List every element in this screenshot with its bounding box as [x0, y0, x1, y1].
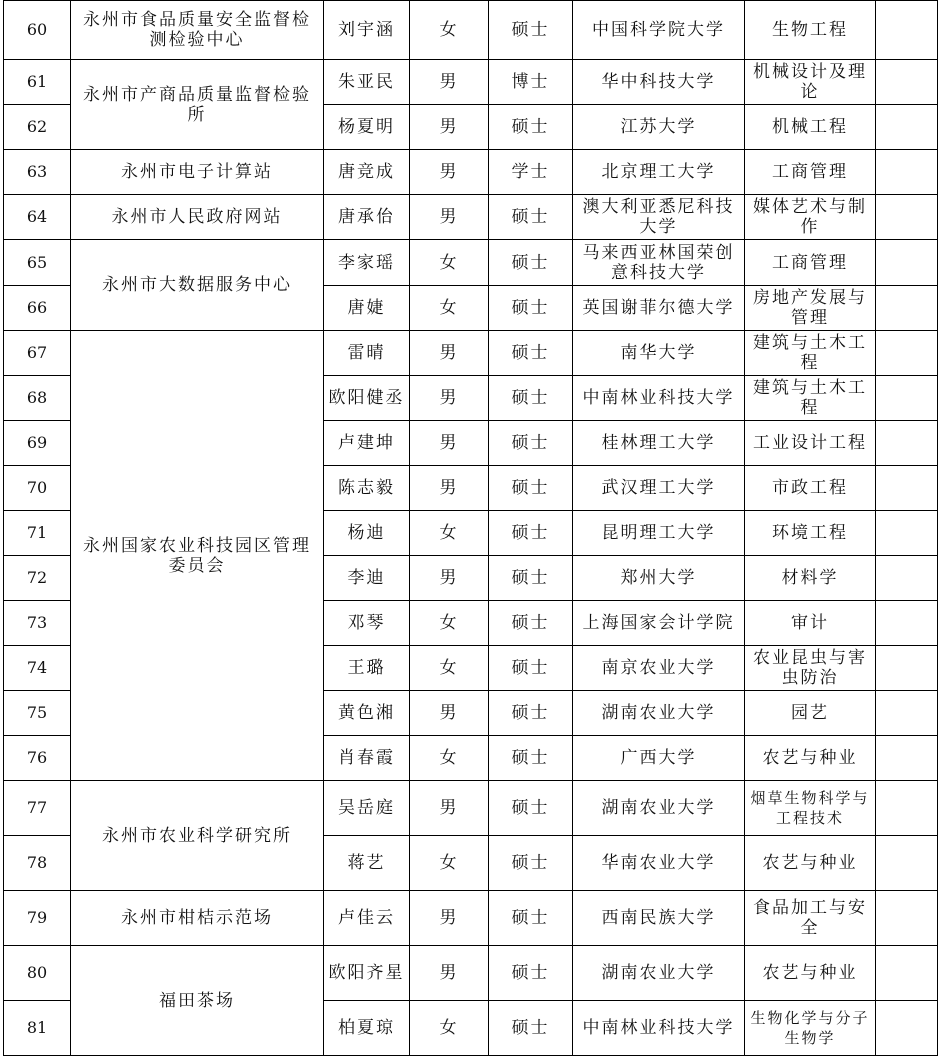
major-cell: 工商管理 — [745, 150, 876, 195]
major-cell: 房地产发展与管理 — [745, 286, 876, 331]
name-cell: 欧阳齐星 — [324, 946, 410, 1001]
degree-cell: 硕士 — [489, 891, 573, 946]
gender-cell: 女 — [410, 1, 489, 60]
gender-cell: 男 — [410, 421, 489, 466]
name-cell: 卢建坤 — [324, 421, 410, 466]
degree-cell: 硕士 — [489, 691, 573, 736]
name-cell: 杨迪 — [324, 511, 410, 556]
unit-cell: 永州市农业科学研究所 — [71, 781, 324, 891]
major-cell: 食品加工与安全 — [745, 891, 876, 946]
major-cell: 环境工程 — [745, 511, 876, 556]
name-cell: 王璐 — [324, 646, 410, 691]
major-cell: 生物化学与分子生物学 — [745, 1001, 876, 1056]
row-number: 69 — [4, 421, 71, 466]
name-cell: 肖春霞 — [324, 736, 410, 781]
school-cell: 中南林业科技大学 — [573, 376, 745, 421]
gender-cell: 女 — [410, 646, 489, 691]
unit-cell: 永州市柑桔示范场 — [71, 891, 324, 946]
name-cell: 欧阳健丞 — [324, 376, 410, 421]
school-cell: 中南林业科技大学 — [573, 1001, 745, 1056]
row-number: 78 — [4, 836, 71, 891]
gender-cell: 女 — [410, 240, 489, 286]
extra-cell — [876, 891, 938, 946]
gender-cell: 男 — [410, 891, 489, 946]
degree-cell: 硕士 — [489, 781, 573, 836]
extra-cell — [876, 691, 938, 736]
row-number: 73 — [4, 601, 71, 646]
school-cell: 昆明理工大学 — [573, 511, 745, 556]
degree-cell: 硕士 — [489, 736, 573, 781]
extra-cell — [876, 195, 938, 240]
row-number: 79 — [4, 891, 71, 946]
extra-cell — [876, 150, 938, 195]
major-cell: 生物工程 — [745, 1, 876, 60]
name-cell: 刘宇涵 — [324, 1, 410, 60]
gender-cell: 女 — [410, 511, 489, 556]
table-row — [4, 60, 938, 105]
extra-cell — [876, 376, 938, 421]
degree-cell: 硕士 — [489, 105, 573, 150]
extra-cell — [876, 240, 938, 286]
row-number: 80 — [4, 946, 71, 1001]
major-cell: 市政工程 — [745, 466, 876, 511]
extra-cell — [876, 1, 938, 60]
row-number: 61 — [4, 60, 71, 105]
school-cell: 西南民族大学 — [573, 891, 745, 946]
school-cell: 澳大利亚悉尼科技大学 — [573, 195, 745, 240]
degree-cell: 硕士 — [489, 240, 573, 286]
name-cell: 雷晴 — [324, 331, 410, 376]
unit-cell: 永州国家农业科技园区管理委员会 — [71, 331, 324, 781]
major-cell: 建筑与土木工程 — [745, 376, 876, 421]
gender-cell: 女 — [410, 601, 489, 646]
degree-cell: 硕士 — [489, 946, 573, 1001]
gender-cell: 男 — [410, 781, 489, 836]
name-cell: 唐竞成 — [324, 150, 410, 195]
extra-cell — [876, 601, 938, 646]
major-cell: 材料学 — [745, 556, 876, 601]
school-cell: 华南农业大学 — [573, 836, 745, 891]
degree-cell: 学士 — [489, 150, 573, 195]
row-number: 64 — [4, 195, 71, 240]
name-cell: 唐婕 — [324, 286, 410, 331]
school-cell: 上海国家会计学院 — [573, 601, 745, 646]
row-number: 81 — [4, 1001, 71, 1056]
major-cell: 农艺与种业 — [745, 836, 876, 891]
unit-cell: 永州市大数据服务中心 — [71, 240, 324, 331]
gender-cell: 女 — [410, 836, 489, 891]
gender-cell: 男 — [410, 376, 489, 421]
gender-cell: 男 — [410, 691, 489, 736]
major-cell: 农业昆虫与害虫防治 — [745, 646, 876, 691]
degree-cell: 硕士 — [489, 556, 573, 601]
extra-cell — [876, 286, 938, 331]
name-cell: 邓琴 — [324, 601, 410, 646]
row-number: 76 — [4, 736, 71, 781]
gender-cell: 男 — [410, 556, 489, 601]
school-cell: 华中科技大学 — [573, 60, 745, 105]
extra-cell — [876, 60, 938, 105]
school-cell: 南京农业大学 — [573, 646, 745, 691]
degree-cell: 硕士 — [489, 836, 573, 891]
major-cell: 工商管理 — [745, 240, 876, 286]
row-number: 68 — [4, 376, 71, 421]
school-cell: 马来西亚林国荣创意科技大学 — [573, 240, 745, 286]
extra-cell — [876, 946, 938, 1001]
row-number: 77 — [4, 781, 71, 836]
name-cell: 唐承佁 — [324, 195, 410, 240]
row-number: 72 — [4, 556, 71, 601]
school-cell: 桂林理工大学 — [573, 421, 745, 466]
school-cell: 英国谢菲尔德大学 — [573, 286, 745, 331]
name-cell: 柏夏琼 — [324, 1001, 410, 1056]
extra-cell — [876, 421, 938, 466]
degree-cell: 硕士 — [489, 286, 573, 331]
major-cell: 机械设计及理论 — [745, 60, 876, 105]
extra-cell — [876, 556, 938, 601]
major-cell: 烟草生物科学与工程技术 — [745, 781, 876, 836]
row-number: 66 — [4, 286, 71, 331]
degree-cell: 硕士 — [489, 1001, 573, 1056]
table-row — [4, 331, 938, 376]
name-cell: 陈志毅 — [324, 466, 410, 511]
gender-cell: 男 — [410, 946, 489, 1001]
unit-cell: 福田茶场 — [71, 946, 324, 1056]
name-cell: 卢佳云 — [324, 891, 410, 946]
school-cell: 广西大学 — [573, 736, 745, 781]
degree-cell: 硕士 — [489, 601, 573, 646]
name-cell: 朱亚民 — [324, 60, 410, 105]
school-cell: 湖南农业大学 — [573, 946, 745, 1001]
major-cell: 机械工程 — [745, 105, 876, 150]
major-cell: 工业设计工程 — [745, 421, 876, 466]
table-row — [4, 891, 938, 946]
school-cell: 武汉理工大学 — [573, 466, 745, 511]
school-cell: 江苏大学 — [573, 105, 745, 150]
row-number: 71 — [4, 511, 71, 556]
row-number: 65 — [4, 240, 71, 286]
degree-cell: 硕士 — [489, 331, 573, 376]
gender-cell: 男 — [410, 150, 489, 195]
gender-cell: 男 — [410, 105, 489, 150]
gender-cell: 男 — [410, 195, 489, 240]
extra-cell — [876, 511, 938, 556]
unit-cell: 永州市人民政府网站 — [71, 195, 324, 240]
unit-cell: 永州市食品质量安全监督检测检验中心 — [71, 1, 324, 60]
gender-cell: 女 — [410, 736, 489, 781]
school-cell: 北京理工大学 — [573, 150, 745, 195]
unit-cell: 永州市产商品质量监督检验所 — [71, 60, 324, 150]
name-cell: 蒋艺 — [324, 836, 410, 891]
degree-cell: 硕士 — [489, 195, 573, 240]
row-number: 74 — [4, 646, 71, 691]
major-cell: 媒体艺术与制作 — [745, 195, 876, 240]
table-row — [4, 150, 938, 195]
name-cell: 黄色湘 — [324, 691, 410, 736]
row-number: 63 — [4, 150, 71, 195]
table-row — [4, 781, 938, 836]
major-cell: 农艺与种业 — [745, 736, 876, 781]
school-cell: 郑州大学 — [573, 556, 745, 601]
extra-cell — [876, 781, 938, 836]
gender-cell: 女 — [410, 1001, 489, 1056]
school-cell: 湖南农业大学 — [573, 691, 745, 736]
table-row — [4, 240, 938, 286]
school-cell: 中国科学院大学 — [573, 1, 745, 60]
major-cell: 建筑与土木工程 — [745, 331, 876, 376]
row-number: 70 — [4, 466, 71, 511]
table-row — [4, 1, 938, 60]
table-row — [4, 195, 938, 240]
extra-cell — [876, 736, 938, 781]
degree-cell: 硕士 — [489, 376, 573, 421]
degree-cell: 硕士 — [489, 511, 573, 556]
extra-cell — [876, 836, 938, 891]
school-cell: 南华大学 — [573, 331, 745, 376]
major-cell: 审计 — [745, 601, 876, 646]
row-number: 67 — [4, 331, 71, 376]
gender-cell: 男 — [410, 60, 489, 105]
extra-cell — [876, 1001, 938, 1056]
unit-cell: 永州市电子计算站 — [71, 150, 324, 195]
degree-cell: 博士 — [489, 60, 573, 105]
roster-table — [3, 0, 938, 1056]
row-number: 60 — [4, 1, 71, 60]
gender-cell: 男 — [410, 466, 489, 511]
major-cell: 农艺与种业 — [745, 946, 876, 1001]
name-cell: 吴岳庭 — [324, 781, 410, 836]
row-number: 62 — [4, 105, 71, 150]
school-cell: 湖南农业大学 — [573, 781, 745, 836]
extra-cell — [876, 646, 938, 691]
name-cell: 李迪 — [324, 556, 410, 601]
extra-cell — [876, 105, 938, 150]
name-cell: 李家瑶 — [324, 240, 410, 286]
gender-cell: 男 — [410, 331, 489, 376]
row-number: 75 — [4, 691, 71, 736]
extra-cell — [876, 331, 938, 376]
degree-cell: 硕士 — [489, 646, 573, 691]
gender-cell: 女 — [410, 286, 489, 331]
degree-cell: 硕士 — [489, 466, 573, 511]
name-cell: 杨夏明 — [324, 105, 410, 150]
major-cell: 园艺 — [745, 691, 876, 736]
degree-cell: 硕士 — [489, 421, 573, 466]
degree-cell: 硕士 — [489, 1, 573, 60]
extra-cell — [876, 466, 938, 511]
table-row — [4, 946, 938, 1001]
